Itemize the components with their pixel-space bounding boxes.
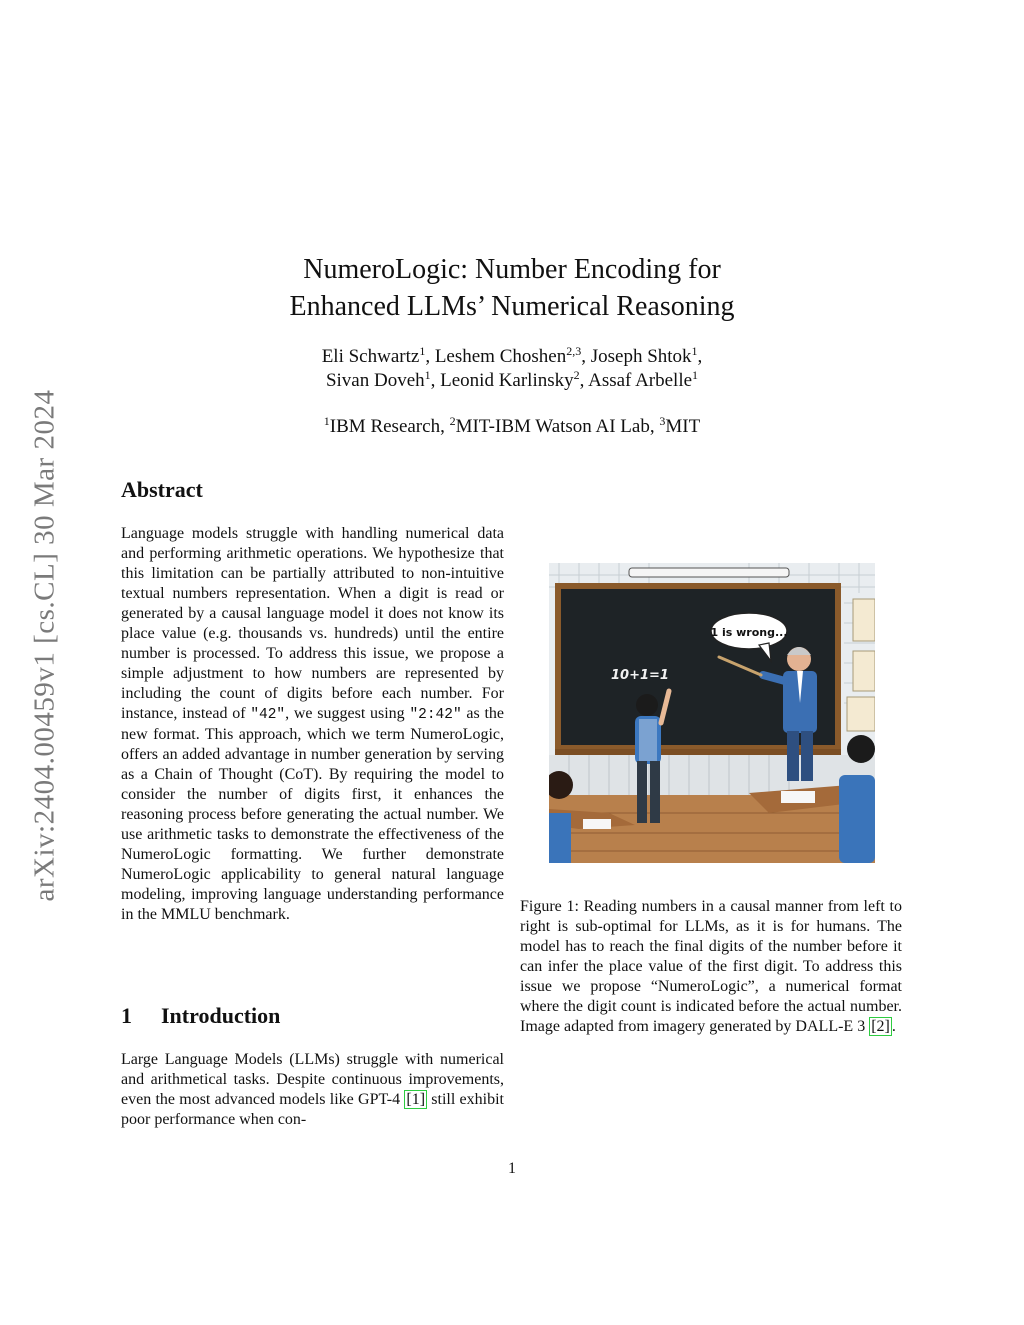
introduction-heading [121, 1003, 280, 1029]
affiliation-list [200, 415, 824, 439]
abstract-heading: Abstract [121, 477, 203, 502]
citation-link[interactable]: [2] [871, 1018, 890, 1035]
figure-1-illustration [549, 563, 875, 863]
section-title: Introduction [161, 1003, 281, 1028]
author-name: Leshem Choshen [434, 346, 567, 367]
author-name: Sivan Doveh [325, 370, 425, 391]
abstract-body [121, 524, 504, 925]
affiliation-mark: 1 [323, 414, 330, 428]
caption-text-after-cite: . [891, 1018, 896, 1035]
intro-text-after-cite: still exhibit poor performance when con- [121, 1091, 504, 1128]
author-affiliation-mark: 1 [692, 368, 699, 382]
affiliation-name: MIT [665, 416, 701, 437]
author-affiliation-mark: 1 [424, 368, 431, 382]
page-number: 1 [508, 1160, 516, 1177]
wall-poster [853, 651, 875, 691]
author-list [200, 345, 824, 393]
citation-link[interactable]: [1] [406, 1091, 426, 1108]
paper-title [200, 251, 824, 325]
figure-1-caption [520, 897, 902, 1037]
author-affiliation-mark: 1 [691, 344, 698, 358]
abstract-text-part-2: , we suggest using [285, 705, 410, 722]
arxiv-identifier-text: arXiv:2404.00459v1 [cs.CL] 30 Mar 2024 [28, 389, 61, 901]
affiliation-separator: , [440, 416, 450, 437]
wall-poster [847, 697, 875, 731]
arxiv-identifier [20, 350, 70, 940]
board-equation: 10+1=1 [611, 668, 669, 683]
author-separator: , [430, 370, 441, 391]
classroom-illustration [549, 563, 875, 863]
abstract-code-example-old: "42" [250, 707, 286, 723]
author-separator: , [581, 346, 591, 367]
author-name: Joseph Shtok [590, 346, 692, 367]
title-line-2: Enhanced LLMs’ Numerical Reasoning [289, 291, 735, 322]
caption-text-before-cite: Figure 1: Reading numbers in a causal manner from left to right is sub-optimal for LLMs, as it is for humans. The model has to reach the final digits of the number before it can infer the place value of the first digit. To address this issue we propose “NumeroLogic”, a numerical format where the digit count is indicated before the actual number. Image adapted from imagery generated by DALL-E 3 [520, 898, 902, 1035]
affiliation-name: MIT-IBM Watson AI Lab [455, 416, 650, 437]
wall-poster [853, 599, 875, 641]
author-affiliation-mark: 1 [419, 344, 426, 358]
abstract-text-part-3: as the new format. This approach, which we term NumeroLogic, offers an added advantage in number generation by serving as a Chain of Thought (CoT). By requiring the model to consider the number of digits first, it enhances the reasoning process before generating the actual number. We use arithmetic tasks to demonstrate the effectiveness of the NumeroLogic formatting. We further demonstrate NumeroLogic applicability to general natural language modeling, improving language understanding performance in the MMLU benchmark. [121, 705, 505, 923]
intro-text-before-cite: Large Language Models (LLMs) struggle with numerical and arithmetical tasks. Despite continuous improvements, even the most advanced models like GPT-4 [121, 1051, 504, 1108]
title-line-1: NumeroLogic: Number Encoding for [303, 254, 721, 285]
abstract-code-example-new: "2:42" [409, 707, 462, 723]
section-number: 1 [121, 1003, 132, 1028]
author-affiliation-mark: 2,3 [566, 344, 582, 358]
author-separator: , [425, 346, 435, 367]
author-separator: , [697, 346, 703, 367]
author-separator: , [579, 370, 589, 391]
author-name: Assaf Arbelle [588, 370, 693, 391]
affiliation-separator: , [649, 416, 660, 437]
affiliation-mark: 3 [659, 414, 666, 428]
affiliation-name: IBM Research [329, 416, 441, 437]
affiliation-mark: 2 [449, 414, 456, 428]
speech-bubble-text: 1 is wrong... [710, 626, 788, 639]
author-affiliation-mark: 2 [573, 368, 580, 382]
abstract-text-part-1: Language models struggle with handling numerical data and performing arithmetic operations. We hypothesize that this limitation can be partially attributed to non-intuitive textual numbers representation. When a digit is read or generated by a causal language model it does not know its place value (e.g. thousands vs. hundreds) until the entire number is processed. To address this issue, we propose a simple adjustment to how numbers are represented by including the count of digits before each number. For instance, instead of [121, 525, 504, 722]
introduction-body [121, 1050, 504, 1130]
author-name: Eli Schwartz [321, 346, 420, 367]
author-name: Leonid Karlinsky [440, 370, 574, 391]
screen-rail [629, 568, 789, 577]
